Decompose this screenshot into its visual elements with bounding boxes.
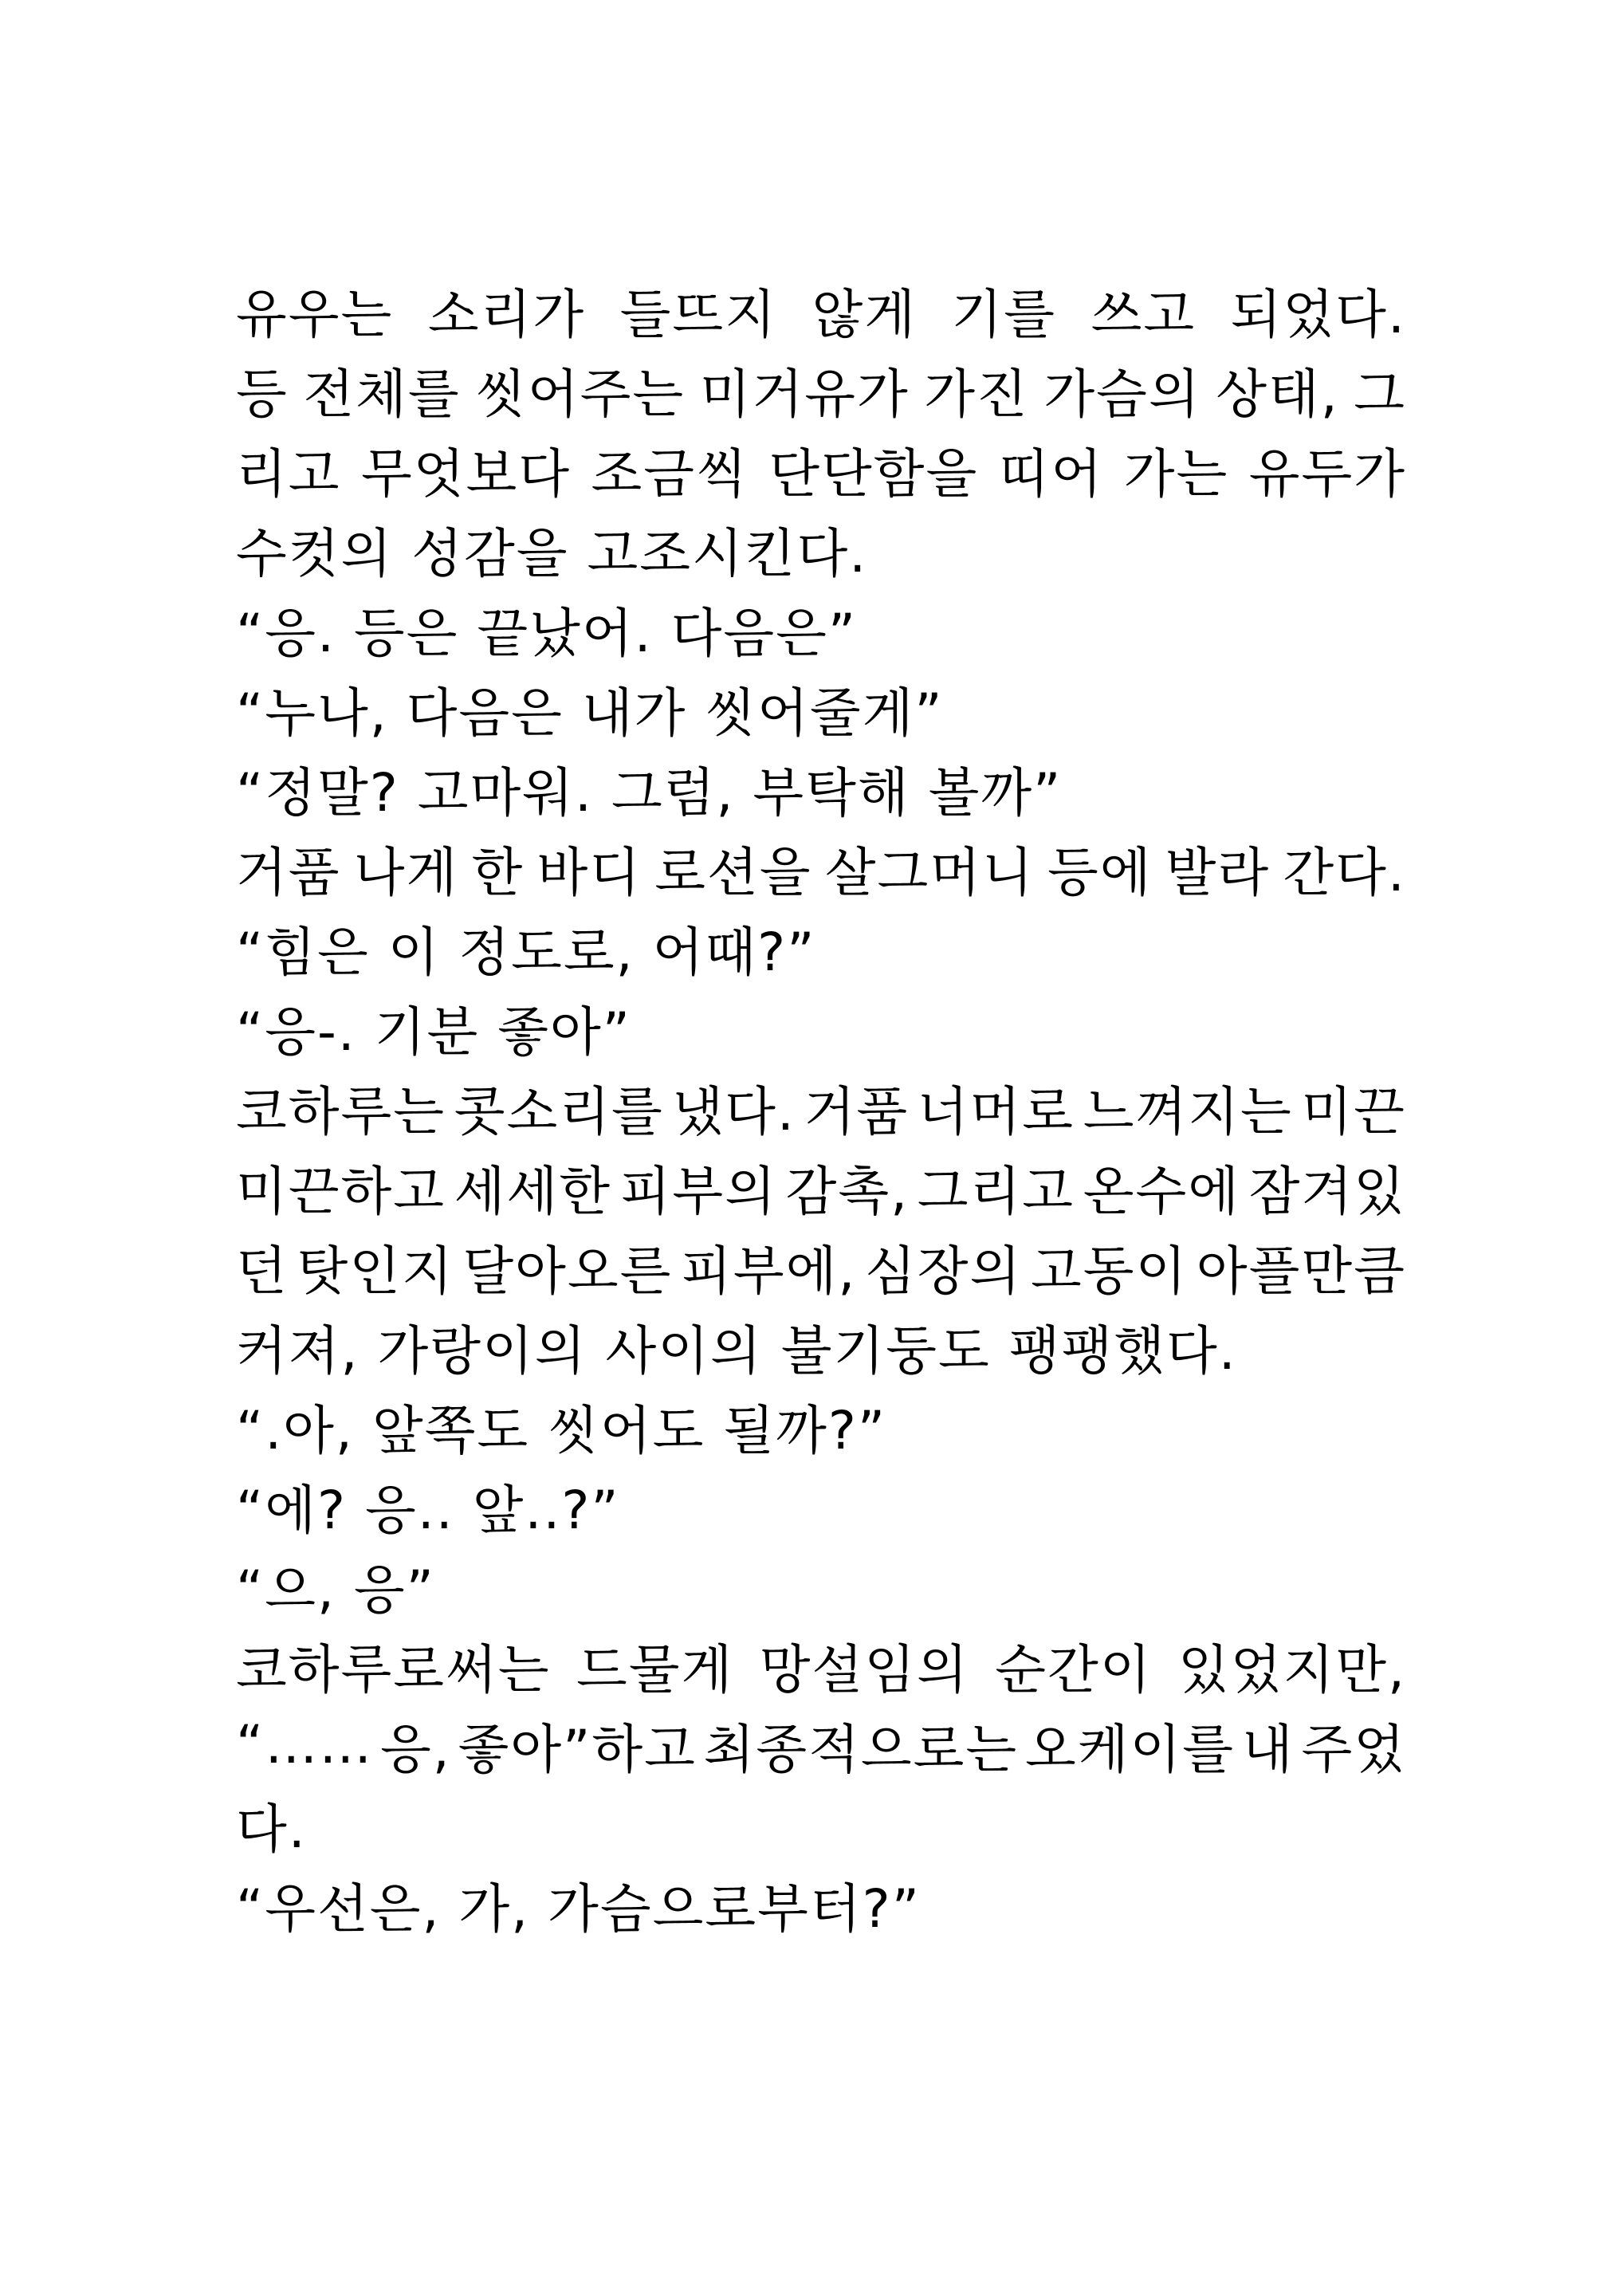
word: 유우는 [236,283,394,345]
word: 잠겨있 [1248,1160,1406,1222]
word: 너머로 [917,1080,1075,1142]
word: 되었다. [1230,283,1406,345]
word: 가는 [1123,442,1229,505]
word: 씻어주는 [475,363,686,425]
text-line [236,1146,1406,1226]
word: 소리가 [427,283,586,345]
text-line [236,429,1406,509]
word: 가슴의 [1043,363,1201,425]
word: 전체를 [303,363,461,425]
word: 미거유가 [699,363,910,425]
word: 감촉, [785,1160,910,1222]
text-line: “.아, 앞쪽도 씻어도 될까?” [236,1399,887,1461]
word: 코하루로써는 [236,1638,551,1700]
word: 순간이 [995,1638,1153,1700]
word: 들뜨지 [619,283,777,345]
word: 발라 [1165,841,1271,903]
word: 무엇보다 [360,442,572,505]
word: 않게 [812,283,917,345]
text-line: 커져, 가랑이의 사이의 불기둥도 팽팽했다. [236,1319,1237,1382]
text-line: “우선은, 가, 가슴으로부터?” [236,1877,921,1940]
word: 로션을 [654,841,812,903]
word: 띠어 [998,442,1104,505]
word: 탓인지 [297,1240,454,1302]
text-line [236,1226,1406,1306]
text-line: 다. [236,1798,307,1860]
word: 달아오른 [462,1240,673,1302]
text-line: “응. 등은 끝났어. 다음은” [236,602,858,664]
text-line: “응-. 기분 좋아” [236,1001,631,1063]
text-line [236,828,1406,907]
word: 주었 [1301,1718,1406,1780]
text-line: “에? 응.. 앞..?” [236,1479,620,1541]
text-line [236,349,1406,429]
word: 바디 [536,841,642,903]
word: 그리고 [917,1160,1075,1222]
word: 피부에, [681,1240,857,1302]
word: 조금씩 [591,442,749,505]
word: 심장의 [865,1240,1023,1302]
text-line: 수컷의 성감을 고조시킨다. [236,522,868,584]
word: 등에 [1047,841,1153,903]
word: 오케이를 [1025,1718,1236,1780]
word: 망설임의 [759,1638,969,1700]
word: 가진 [924,363,1029,425]
text-line: “으, 응” [236,1559,435,1621]
word: 온수에 [1083,1160,1241,1222]
word: 코하루는 [236,1080,446,1142]
text-line [236,1704,1406,1784]
word: 한 [471,841,525,903]
word: 나게 [353,841,459,903]
word: 쓰고 [1091,283,1197,345]
word: 느껴지는 [1083,1080,1293,1142]
word: 응, [380,1718,451,1780]
text-line [236,269,1406,349]
word: 상태, [1216,363,1339,425]
text-line [236,1067,1406,1146]
word: 아플만큼 [1196,1240,1406,1302]
word: 좋아”하고 [458,1718,697,1780]
word: 단단함을 [768,442,979,505]
word: 거품 [236,841,341,903]
word: 리고 [236,442,341,505]
word: 기를 [951,283,1057,345]
word: 있었지만, [1177,1638,1406,1700]
word: 콧소리를 [454,1080,664,1142]
word: 내 [1241,1718,1295,1780]
word: 고동이 [1030,1240,1189,1302]
word: 피부의 [619,1160,777,1222]
text-line [236,1625,1406,1704]
word: 간다. [1283,841,1406,903]
word: 미끈 [1301,1080,1406,1142]
word: 드물게 [576,1638,734,1700]
word: “…… [236,1713,374,1775]
word: 등 [236,363,289,425]
word: 세세한 [454,1160,611,1222]
word: 유두가 [1248,442,1406,505]
text-line: “힘은 이 정도로, 어때?” [236,921,816,983]
text-line: “누나, 다음은 내가 씻어줄게” [236,682,944,744]
text-line: “정말? 고마워. 그럼, 부탁해 볼까” [236,761,1063,824]
word: 미끈하고 [236,1160,446,1222]
word: 그 [1354,363,1406,425]
word: 거품 [804,1080,910,1142]
word: 최종적으로는 [703,1718,1019,1780]
word: 냈다. [672,1080,796,1142]
word: 던 [236,1240,289,1302]
word: 살그머니 [824,841,1035,903]
document-body [236,269,1406,1944]
